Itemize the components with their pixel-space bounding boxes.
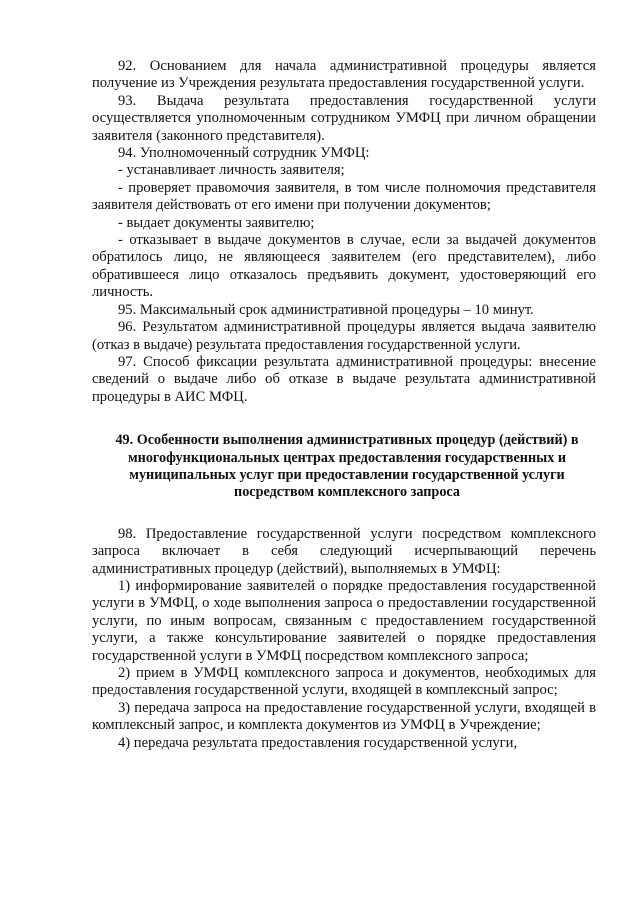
paragraph-96: 96. Результатом административной процедуры является выдача заявителю (отказ в выдаче) результата предоставления государственной услуги. [92,319,596,353]
paragraph-95: 95. Максимальный срок административной процедуры – 10 минут. [118,301,534,318]
paragraph-98: 98. Предоставление государственной услуги посредством комплексного запроса включает в себя следующий исчерпывающий перечень административных процедур (действий), выполняемых в УМФЦ: [92,525,596,577]
list-item-identity: - устанавливает личность заявителя; [118,162,345,179]
list-item-refuse: - отказывает в выдаче документов в случае, если за выдачей документов обратилось лицо, не являющееся заявителем (его представителем), либо обратившееся лицо отказалось предъявить документ, удостоверяющий его личность. [92,232,596,301]
list-item-1: 1) информирование заявителей о порядке предоставления государственной услуги в УМФЦ, о ходе выполнения запроса о предоставлении государственной услуги, по иным вопросам, связанным с предоставлением государственной услуги, а также консультирование заявителей о порядке предоставления государственной услуги в УМФЦ посредством комплексного запроса; [92,577,596,664]
paragraph-94: 94. Уполномоченный сотрудник УМФЦ: [118,145,370,162]
paragraphs-before [92,58,596,406]
list-item-3: 3) передача запроса на предоставление государственной услуги, входящей в комплексный запрос, и комплекта документов из УМФЦ в Учреждение; [92,699,596,734]
list-item-issue: - выдает документы заявителю; [118,214,315,231]
list-item-authority: - проверяет правомочия заявителя, в том числе полномочия представителя заявителя действовать от его имени при получении документов; [92,179,596,214]
list-item-4: 4) передача результата предоставления государственной услуги, [118,734,518,751]
paragraphs-after [92,526,596,752]
paragraph-97: 97. Способ фиксации результата административной процедуры: внесение сведений о выдаче либо об отказе в выдаче результата административной процедуры в АИС МФЦ. [92,353,596,405]
section-heading: 49. Особенности выполнения административных процедур (действий) в многофункциональных центрах предоставления государственных и муниципальных услуг при предоставлении государственной услуги посредством комплексного запроса [115,432,579,501]
paragraph-93: 93. Выдача результата предоставления государственной услуги осуществляется уполномоченным сотрудником УМФЦ при личном обращении заявителя (законного представителя). [92,92,596,144]
list-item-2: 2) прием в УМФЦ комплексного запроса и документов, необходимых для предоставления государственной услуги, входящей в комплексный запрос; [92,665,596,699]
paragraph-92: 92. Основанием для начала административной процедуры является получение из Учреждения результата предоставления государственной услуги. [92,58,596,92]
